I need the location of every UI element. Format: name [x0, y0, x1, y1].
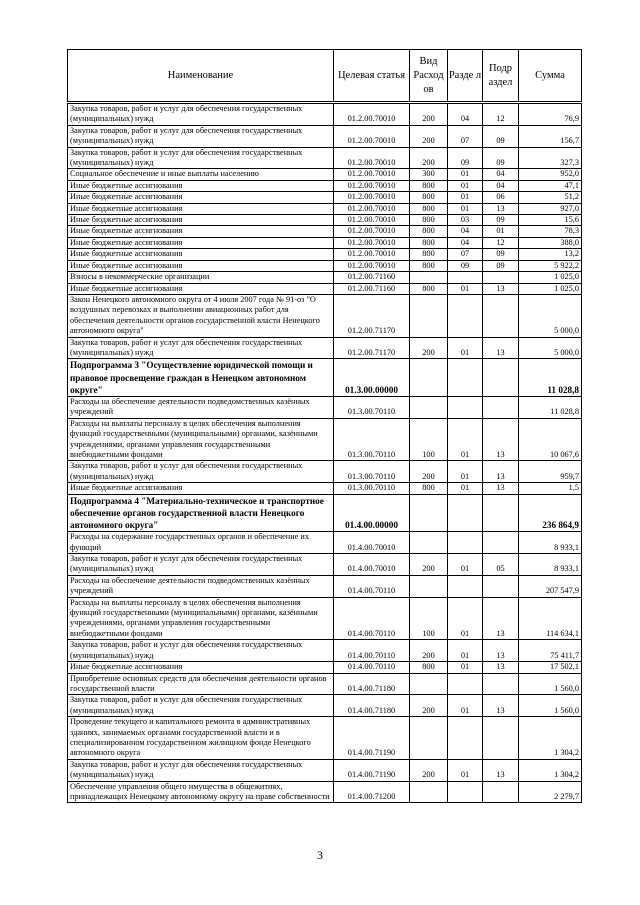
table-row — [68, 640, 582, 662]
cell-kind: 300 — [410, 169, 448, 180]
cell-name: Закупка товаров, работ и услуг для обеспечения государственных (муниципальных) нужд — [68, 103, 334, 126]
table-row — [68, 147, 582, 169]
cell-section: 01 — [448, 759, 483, 781]
cell-section: 01 — [448, 283, 483, 294]
cell-kind: 800 — [410, 237, 448, 248]
table-row — [68, 781, 582, 803]
cell-kind: 800 — [410, 249, 448, 260]
table-row — [68, 396, 582, 418]
cell-name: Иные бюджетные ассигнования — [68, 203, 334, 214]
table-row — [68, 272, 582, 283]
cell-sum: 1,5 — [519, 483, 582, 494]
cell-sum: 76,9 — [519, 103, 582, 126]
cell-target: 01.2.00.70010 — [334, 169, 410, 180]
cell-name: Социальное обеспечение и иные выплаты населению — [68, 169, 334, 180]
cell-sum: 17 502,1 — [519, 662, 582, 673]
cell-target: 01.4.00.70110 — [334, 640, 410, 662]
cell-kind — [410, 272, 448, 283]
cell-subsection — [483, 494, 519, 532]
cell-target: 01.4.00.71180 — [334, 695, 410, 717]
header-subsection: Подр аздел — [483, 50, 519, 103]
cell-section: 04 — [448, 237, 483, 248]
cell-subsection: 09 — [483, 249, 519, 260]
cell-section: 01 — [448, 483, 483, 494]
cell-target: 01.2.00.70010 — [334, 125, 410, 147]
cell-kind: 100 — [410, 418, 448, 461]
cell-section — [448, 673, 483, 695]
cell-name: Обеспечение управления общего имущества в общежитиях, принадлежащих Ненецкому автономному округу на праве собственности — [68, 781, 334, 803]
cell-target: 01.2.00.70010 — [334, 103, 410, 126]
table-row — [68, 125, 582, 147]
cell-subsection: 13 — [483, 662, 519, 673]
cell-section: 09 — [448, 260, 483, 271]
cell-target: 01.2.00.70010 — [334, 192, 410, 203]
table-row — [68, 532, 582, 554]
table-row — [68, 237, 582, 248]
cell-subsection — [483, 532, 519, 554]
cell-target: 01.2.00.70010 — [334, 237, 410, 248]
cell-section: 01 — [448, 554, 483, 576]
header-sum: Сумма — [519, 50, 582, 103]
cell-section: 01 — [448, 203, 483, 214]
cell-target: 01.2.00.70010 — [334, 180, 410, 191]
table-row — [68, 294, 582, 337]
cell-target: 01.4.00.70110 — [334, 597, 410, 640]
cell-kind: 200 — [410, 103, 448, 126]
cell-target: 01.2.00.70010 — [334, 215, 410, 226]
cell-subsection: 13 — [483, 283, 519, 294]
cell-subsection — [483, 396, 519, 418]
cell-target: 01.2.00.71160 — [334, 272, 410, 283]
cell-target: 01.2.00.71170 — [334, 337, 410, 359]
cell-kind: 200 — [410, 461, 448, 483]
cell-sum: 11 028,8 — [519, 359, 582, 397]
cell-sum: 114 634,1 — [519, 597, 582, 640]
cell-subsection — [483, 272, 519, 283]
cell-kind — [410, 575, 448, 597]
table-row — [68, 226, 582, 237]
cell-section: 01 — [448, 597, 483, 640]
cell-subsection: 13 — [483, 640, 519, 662]
cell-kind — [410, 396, 448, 418]
budget-table — [67, 49, 582, 803]
cell-section — [448, 575, 483, 597]
cell-kind: 200 — [410, 337, 448, 359]
cell-kind: 800 — [410, 203, 448, 214]
table-row — [68, 337, 582, 359]
cell-name: Расходы на выплаты персоналу в целях обеспечения выполнения функций государственными (муниципальными) органами, казёнными учреждениями, органами управления государственными внебюджетными фондами — [68, 418, 334, 461]
cell-sum: 5 922,2 — [519, 260, 582, 271]
cell-name: Иные бюджетные ассигнования — [68, 283, 334, 294]
header-target: Целевая статья — [334, 50, 410, 103]
cell-subsection: 12 — [483, 237, 519, 248]
cell-sum: 11 028,8 — [519, 396, 582, 418]
cell-subsection: 13 — [483, 418, 519, 461]
cell-section: 04 — [448, 226, 483, 237]
cell-name: Иные бюджетные ассигнования — [68, 215, 334, 226]
cell-sum: 1 025,0 — [519, 283, 582, 294]
cell-subsection: 09 — [483, 215, 519, 226]
cell-name: Закон Ненецкого автономного округа от 4 июля 2007 года № 91-оз "О воздушных перевозках и выполнении авиационных работ для обеспечения деятельности органов государственной власти Ненецкого автономного округа" — [68, 294, 334, 337]
table-row — [68, 597, 582, 640]
cell-target: 01.3.00.70110 — [334, 418, 410, 461]
cell-name: Подпрограмма 4 "Материально-техническое и транспортное обеспечение органов государственной власти Ненецкого автономного округа" — [68, 494, 334, 532]
cell-name: Расходы на обеспечение деятельности подведомственных казённых учреждений — [68, 396, 334, 418]
table-row — [68, 461, 582, 483]
cell-subsection: 04 — [483, 180, 519, 191]
cell-kind: 800 — [410, 192, 448, 203]
cell-kind — [410, 673, 448, 695]
table-row — [68, 575, 582, 597]
header-kind: Вид Расход ов — [410, 50, 448, 103]
cell-section: 04 — [448, 103, 483, 126]
cell-kind: 800 — [410, 260, 448, 271]
cell-target: 01.2.00.70010 — [334, 226, 410, 237]
table-row — [68, 662, 582, 673]
cell-name: Иные бюджетные ассигнования — [68, 192, 334, 203]
cell-sum: 236 864,9 — [519, 494, 582, 532]
cell-section: 01 — [448, 192, 483, 203]
cell-section: 01 — [448, 169, 483, 180]
table-row — [68, 418, 582, 461]
page-number: 3 — [317, 848, 323, 862]
cell-section — [448, 396, 483, 418]
cell-subsection: 05 — [483, 554, 519, 576]
table-row — [68, 759, 582, 781]
cell-name: Закупка товаров, работ и услуг для обеспечения государственных (муниципальных) нужд — [68, 640, 334, 662]
cell-kind: 200 — [410, 554, 448, 576]
cell-section — [448, 272, 483, 283]
cell-subsection: 12 — [483, 103, 519, 126]
table-row — [68, 249, 582, 260]
cell-section — [448, 717, 483, 760]
cell-sum: 8 933,1 — [519, 554, 582, 576]
cell-sum: 1 025,0 — [519, 272, 582, 283]
table-body — [68, 103, 582, 803]
cell-subsection: 13 — [483, 597, 519, 640]
cell-section — [448, 781, 483, 803]
cell-subsection: 13 — [483, 461, 519, 483]
cell-section: 01 — [448, 180, 483, 191]
cell-sum: 47,1 — [519, 180, 582, 191]
cell-target: 01.4.00.71190 — [334, 717, 410, 760]
cell-name: Расходы на выплаты персоналу в целях обеспечения выполнения функций государственными (муниципальными) органами, казёнными учреждениями, органами управления государственными внебюджетными фондами — [68, 597, 334, 640]
cell-sum: 959,7 — [519, 461, 582, 483]
table-row — [68, 283, 582, 294]
cell-target: 01.2.00.71160 — [334, 283, 410, 294]
cell-sum: 13,2 — [519, 249, 582, 260]
table-row — [68, 717, 582, 760]
cell-name: Иные бюджетные ассигнования — [68, 662, 334, 673]
cell-kind — [410, 294, 448, 337]
cell-kind — [410, 781, 448, 803]
cell-target: 01.2.00.70010 — [334, 260, 410, 271]
table-header-row — [68, 50, 582, 103]
cell-subsection: 06 — [483, 192, 519, 203]
cell-target: 01.4.00.71190 — [334, 759, 410, 781]
cell-target: 01.2.00.71170 — [334, 294, 410, 337]
table-row-subprogram — [68, 494, 582, 532]
cell-subsection: 09 — [483, 147, 519, 169]
cell-kind — [410, 359, 448, 397]
cell-kind — [410, 717, 448, 760]
header-name: Наименование — [68, 50, 334, 103]
cell-kind: 200 — [410, 695, 448, 717]
cell-name: Приобретение основных средств для обеспечения деятельности органов государственной власти — [68, 673, 334, 695]
cell-name: Закупка товаров, работ и услуг для обеспечения государственных (муниципальных) нужд — [68, 759, 334, 781]
cell-section — [448, 294, 483, 337]
table-row — [68, 673, 582, 695]
cell-sum: 1 560,0 — [519, 695, 582, 717]
cell-sum: 15,6 — [519, 215, 582, 226]
cell-target: 01.4.00.71180 — [334, 673, 410, 695]
cell-section: 09 — [448, 147, 483, 169]
cell-name: Иные бюджетные ассигнования — [68, 260, 334, 271]
cell-subsection: 04 — [483, 169, 519, 180]
cell-section: 01 — [448, 695, 483, 717]
cell-target: 01.3.00.70110 — [334, 396, 410, 418]
cell-subsection — [483, 717, 519, 760]
cell-kind — [410, 532, 448, 554]
budget-table-container — [67, 49, 581, 803]
cell-kind: 100 — [410, 597, 448, 640]
table-row — [68, 192, 582, 203]
header-section: Разде л — [448, 50, 483, 103]
cell-subsection — [483, 673, 519, 695]
cell-kind: 800 — [410, 283, 448, 294]
cell-target: 01.2.00.70010 — [334, 147, 410, 169]
cell-sum: 51,2 — [519, 192, 582, 203]
cell-section — [448, 532, 483, 554]
cell-name: Расходы на обеспечение деятельности подведомственных казённых учреждений — [68, 575, 334, 597]
cell-section: 01 — [448, 418, 483, 461]
cell-kind: 200 — [410, 125, 448, 147]
cell-target: 01.3.00.00000 — [334, 359, 410, 397]
cell-sum: 5 000,0 — [519, 337, 582, 359]
cell-section: 03 — [448, 215, 483, 226]
cell-section: 07 — [448, 125, 483, 147]
cell-sum: 5 000,0 — [519, 294, 582, 337]
cell-name: Закупка товаров, работ и услуг для обеспечения государственных (муниципальных) нужд — [68, 125, 334, 147]
cell-sum: 8 933,1 — [519, 532, 582, 554]
cell-section — [448, 494, 483, 532]
cell-kind: 200 — [410, 759, 448, 781]
cell-sum: 388,0 — [519, 237, 582, 248]
cell-target: 01.4.00.70010 — [334, 532, 410, 554]
cell-sum: 927,0 — [519, 203, 582, 214]
cell-kind: 800 — [410, 180, 448, 191]
cell-name: Иные бюджетные ассигнования — [68, 180, 334, 191]
cell-section — [448, 359, 483, 397]
table-row — [68, 260, 582, 271]
table-row — [68, 215, 582, 226]
cell-section: 01 — [448, 337, 483, 359]
cell-subsection — [483, 359, 519, 397]
cell-sum: 2 279,7 — [519, 781, 582, 803]
cell-sum: 78,3 — [519, 226, 582, 237]
cell-sum: 1 304,2 — [519, 759, 582, 781]
table-row — [68, 103, 582, 126]
cell-subsection — [483, 781, 519, 803]
cell-target: 01.3.00.70110 — [334, 483, 410, 494]
cell-target: 01.4.00.00000 — [334, 494, 410, 532]
cell-sum: 1 304,2 — [519, 717, 582, 760]
cell-subsection: 13 — [483, 759, 519, 781]
cell-sum: 1 560,0 — [519, 673, 582, 695]
table-row — [68, 203, 582, 214]
cell-name: Проведение текущего и капитального ремонта в административных зданиях, занимаемых органами государственной власти и в специализированном государственном жилищном фонде Ненецкого автономного округа — [68, 717, 334, 760]
cell-name: Иные бюджетные ассигнования — [68, 483, 334, 494]
cell-name: Закупка товаров, работ и услуг для обеспечения государственных (муниципальных) нужд — [68, 695, 334, 717]
cell-subsection: 13 — [483, 337, 519, 359]
cell-target: 01.2.00.70010 — [334, 203, 410, 214]
cell-section: 01 — [448, 640, 483, 662]
cell-kind: 800 — [410, 215, 448, 226]
table-row — [68, 169, 582, 180]
table-row — [68, 554, 582, 576]
cell-kind — [410, 494, 448, 532]
cell-subsection: 01 — [483, 226, 519, 237]
cell-section: 07 — [448, 249, 483, 260]
table-row — [68, 483, 582, 494]
cell-name: Закупка товаров, работ и услуг для обеспечения государственных (муниципальных) нужд — [68, 337, 334, 359]
cell-kind: 200 — [410, 640, 448, 662]
cell-kind: 800 — [410, 226, 448, 237]
cell-section: 01 — [448, 461, 483, 483]
cell-sum: 156,7 — [519, 125, 582, 147]
cell-target: 01.4.00.70010 — [334, 554, 410, 576]
cell-name: Иные бюджетные ассигнования — [68, 237, 334, 248]
cell-kind: 800 — [410, 662, 448, 673]
cell-name: Иные бюджетные ассигнования — [68, 249, 334, 260]
cell-name: Закупка товаров, работ и услуг для обеспечения государственных (муниципальных) нужд — [68, 554, 334, 576]
cell-subsection: 13 — [483, 203, 519, 214]
cell-kind: 200 — [410, 147, 448, 169]
cell-sum: 327,3 — [519, 147, 582, 169]
cell-subsection: 13 — [483, 695, 519, 717]
cell-name: Взносы в некоммерческие организации — [68, 272, 334, 283]
cell-name: Подпрограмма 3 "Осуществление юридической помощи и правовое просвещение граждан в Ненецком автономном округе" — [68, 359, 334, 397]
cell-section: 01 — [448, 662, 483, 673]
cell-target: 01.4.00.70110 — [334, 575, 410, 597]
cell-sum: 207 547,9 — [519, 575, 582, 597]
cell-subsection — [483, 575, 519, 597]
cell-sum: 952,0 — [519, 169, 582, 180]
cell-subsection: 09 — [483, 125, 519, 147]
cell-target: 01.3.00.70110 — [334, 461, 410, 483]
cell-subsection — [483, 294, 519, 337]
cell-subsection: 09 — [483, 260, 519, 271]
table-row — [68, 695, 582, 717]
cell-sum: 75 411,7 — [519, 640, 582, 662]
cell-name: Расходы на содержание государственных органов и обеспечение их функций — [68, 532, 334, 554]
cell-target: 01.2.00.70010 — [334, 249, 410, 260]
cell-name: Иные бюджетные ассигнования — [68, 226, 334, 237]
cell-sum: 10 067,6 — [519, 418, 582, 461]
cell-target: 01.4.00.71200 — [334, 781, 410, 803]
cell-name: Закупка товаров, работ и услуг для обеспечения государственных (муниципальных) нужд — [68, 147, 334, 169]
table-row-subprogram — [68, 359, 582, 397]
cell-name: Закупка товаров, работ и услуг для обеспечения государственных (муниципальных) нужд — [68, 461, 334, 483]
cell-subsection: 13 — [483, 483, 519, 494]
table-row — [68, 180, 582, 191]
cell-target: 01.4.00.70110 — [334, 662, 410, 673]
cell-kind: 800 — [410, 483, 448, 494]
